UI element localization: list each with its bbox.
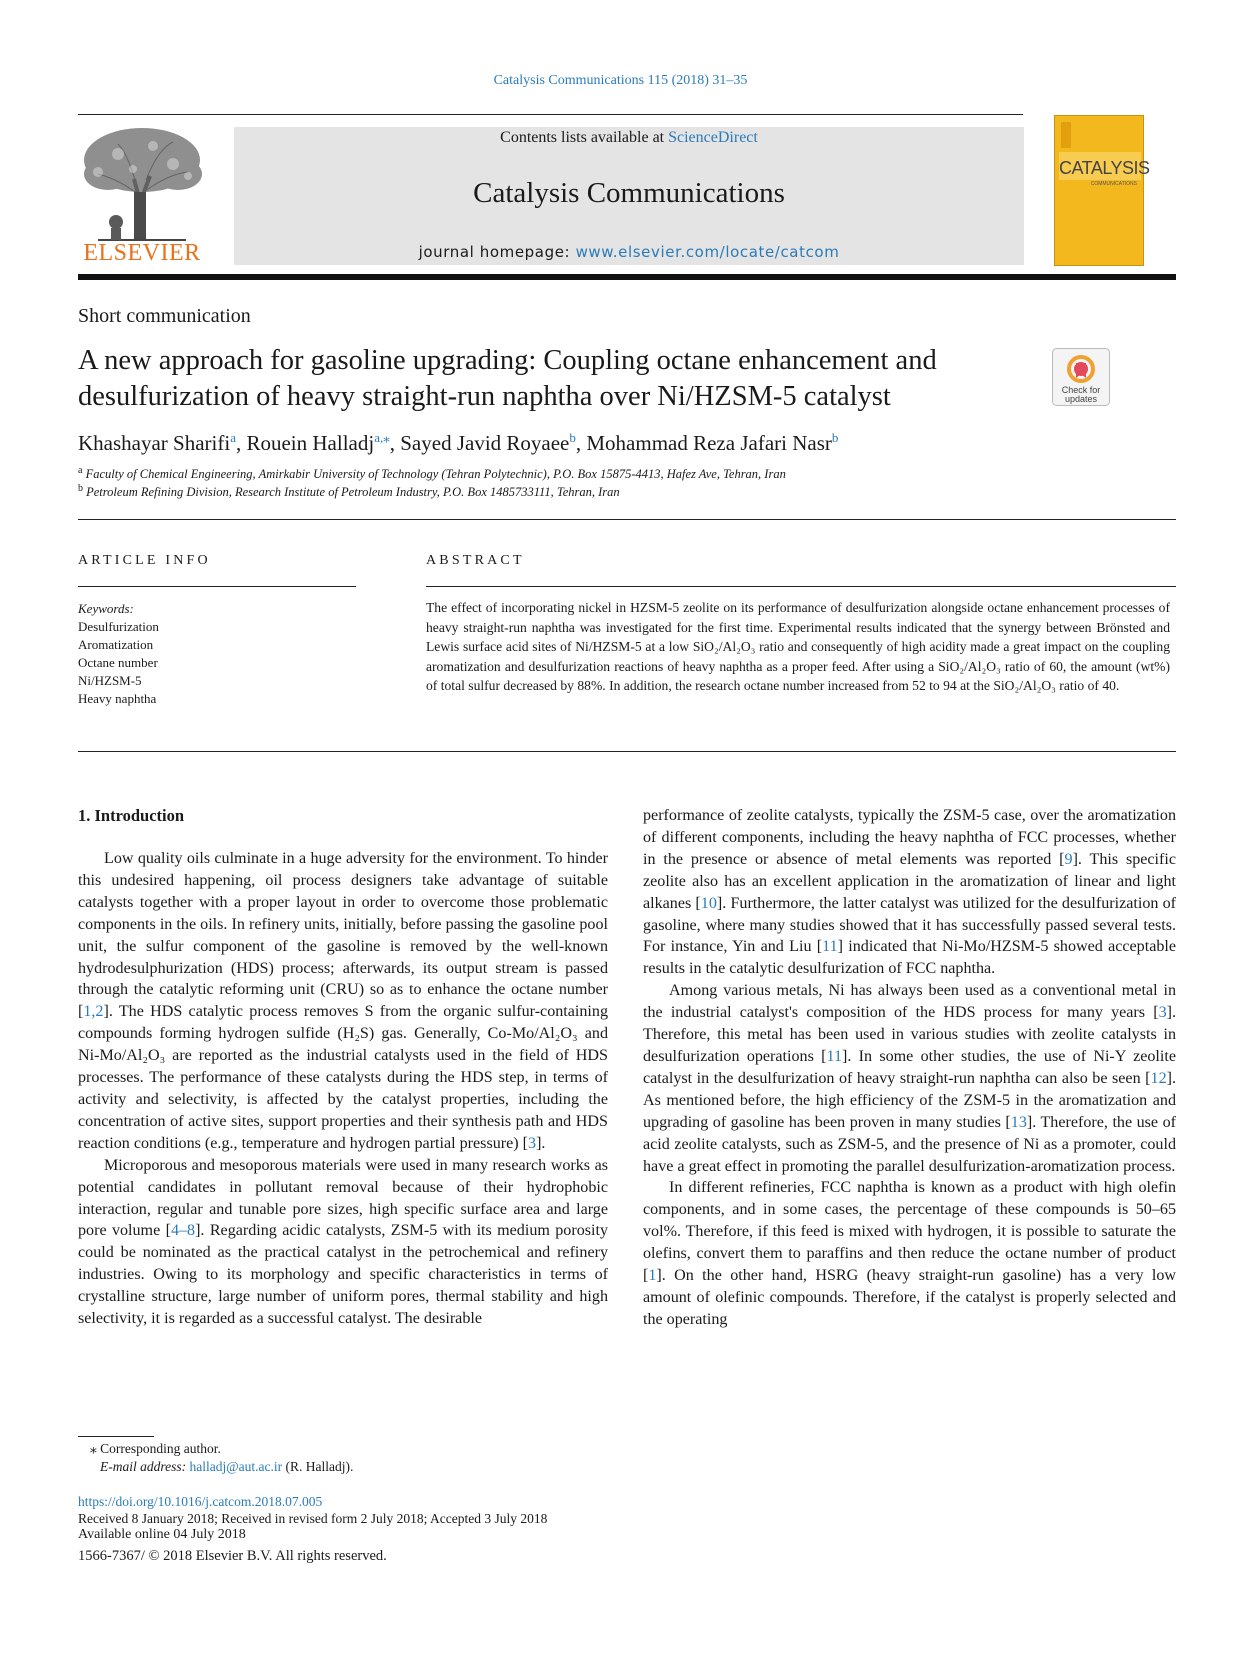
affiliation-rule [78,519,1176,520]
reference-link[interactable]: 9 [1064,850,1073,868]
article-info-heading: ARTICLE INFO [78,553,211,568]
keywords-label: Keywords: [78,601,134,616]
keyword-item: Desulfurization [78,619,159,634]
paragraph: Among various metals, Ni has always been used as a conventional metal in the industrial catalyst's composition of the HDS process for many years [3]. Therefore, this metal has been used in various studies with zeolite catalysts in desulfurization operations [11]. In some other studies, the use of Ni-Y zeolite catalyst in the desulfurization of heavy straight-run naphtha can also be seen [12]. As mentioned before, the high efficiency of the ZSM-5 in the aromatization and upgrading of gasoline has been proven in many studies [13]. Therefore, the use of acid zeolite catalysts, such as ZSM-5, and the presence of Ni as a promoter, could have a great effect in promoting the parallel desulfurization-aromatization process. [643,982,1176,1175]
email-note: E-mail address: halladj@aut.ac.ir (R. Halladj). [100,1459,354,1474]
abstract-text: The effect of incorporating nickel in HZSM-5 zeolite on its performance of desulfurization alongside octane enhancement processes of heavy straight-run naphtha was investigated for the first time. Experimental results indicated that the synergy between Brönsted and Lewis surface acid sites of Ni/HZSM-5 at a low SiO₂/Al₂O₃ ratio and consequently of high acidity made a great impact on the coupling aromatization and desulfurization reactions of heavy naphtha as a proper feed. After using a SiO₂/Al₂O₃ ratio of 60, the amount (wt%) of total sulfur decreased by 88%. In addition, the research octane number increased from 52 to 94 at the SiO₂/Al₂O₃ ratio of 40. [426,600,1170,693]
cover-stripe [1061,122,1071,148]
reference-link[interactable]: 11 [826,1047,842,1065]
received-dates: Received 8 January 2018; Received in revised form 2 July 2018; Accepted 3 July 2018 [78,1511,548,1526]
abstract-rule [426,586,1176,587]
body-right-column [643,805,1176,1331]
check-for-updates-badge[interactable] [1052,348,1110,406]
reference-link[interactable]: 11 [822,938,838,956]
article-type: Short communication [78,305,251,327]
elsevier-logo [78,124,206,269]
contents-line: Contents lists available at ScienceDirect [500,129,758,146]
paragraph: Microporous and mesoporous materials were used in many research works as potential candidates in pollutant removal because of their hydrophobic interaction, regular and tunable pore sizes, high specific surface area and large pore volume [4–8]. Regarding acidic catalysts, ZSM-5 with its medium porosity could be nominated as the practical catalyst in the petrochemical and refinery industries. Owing to its morphology and specific characteristics in terms of crystalline structure, large number of uniform pores, thermal stability and high selectivity, it is regarded as a successful catalyst. The desirable [78,1156,608,1328]
journal-homepage: journal homepage: www.elsevier.com/locate/catcom [418,243,840,261]
header-rule [78,114,1023,115]
author-affil-mark[interactable]: b [569,430,576,445]
reference-link[interactable]: 1 [648,1267,657,1285]
author-name: Mohammad Reza Jafari Nasr [586,431,832,455]
journal-title: Catalysis Communications [473,177,785,209]
section-heading-introduction: 1. Introduction [78,806,185,825]
doi-link[interactable]: https://doi.org/10.1016/j.catcom.2018.07.005 [78,1494,323,1509]
keyword-item: Ni/HZSM-5 [78,673,142,688]
keyword-item: Heavy naphtha [78,691,157,706]
reference-link[interactable]: 10 [700,894,717,912]
author-affil-mark[interactable]: b [831,430,839,445]
paragraph: performance of zeolite catalysts, typically the ZSM-5 case, over the aromatization of different components, including the heavy naphtha of FCC processes, whether in the presence or absence of metal elements was reported [9]. This specific zeolite also has an excellent application in the aromatization of linear and light alkanes [10]. Furthermore, the latter catalyst was utilized for the desulfurization of gasoline, where many studies showed that it has successfully passed several tests. For instance, Yin and Liu [11] indicated that Ni-Mo/HZSM-5 showed acceptable results in the catalytic desulfurization of FCC naphtha. [643,807,1177,978]
cover-title: CATALYSIS [1059,158,1150,178]
journal-banner [234,127,1024,265]
reference-link[interactable]: 13 [1010,1113,1027,1131]
reference-link[interactable]: 3 [1158,1004,1167,1022]
affiliation-a: $^a$ Faculty of Chemical Engineering, Amirkabir University of Technology (Tehran Polytechnic), P.O. Box 15875-4413, Hafez Ave, Tehran, Iran [78,465,786,482]
header-thick-rule [78,274,1176,280]
paragraph: Low quality oils culminate in a huge adversity for the environment. To hinder this undesired happening, oil process designers take advantage of suitable catalysts together with a proper layout in order to overcome those problematic components in the oils. In refinery units, initially, before passing the gasoline pool unit, the sulfur component of the gasoline is removed by the well-known hydrodesulphurization (HDS) process; afterwards, its output stream is passed through the catalytic reforming unit (CRU) so as to enhance the octane number [1,2]. The HDS catalytic process removes S from the organic sulfur-containing compounds forming hydrogen sulfide (H₂S) gas. Generally, Co-Mo/Al₂O₃ and Ni-Mo/Al₂O₃ are reported as the industrial catalysts used in the field of HDS processes. The performance of these catalysts during the HDS step, in terms of activity and selectivity, is affected by the catalyst properties, including the concentration of active sites, support properties and their synthesis path and HDS reaction conditions (e.g., temperature and hydrogen partial pressure) [3]. [78,850,608,1152]
reference-link[interactable]: 1,2 [83,1003,104,1021]
author-affil-mark[interactable]: a,⁎ [374,430,390,445]
reference-link[interactable]: 4–8 [170,1222,196,1240]
body-left-column [78,848,608,1330]
copyright: 1566-7367/ © 2018 Elsevier B.V. All rights reserved. [78,1548,387,1564]
author-name: Rouein Halladj [246,431,375,455]
author-name: Khashayar Sharifi [78,431,231,455]
elsevier-tree-icon [78,124,206,242]
keyword-item: Aromatization [78,637,154,652]
badge-label: Check for updates [1061,385,1101,404]
keywords-block [78,600,159,708]
cover-subtitle: COMMUNICATIONS [1090,181,1137,187]
author-name: Sayed Javid Royaee [400,431,570,455]
reference-link[interactable]: 12 [1150,1069,1167,1087]
homepage-link[interactable]: www.elsevier.com/locate/catcom [575,243,840,261]
journal-citation[interactable]: Catalysis Communications 115 (2018) 31–35 [493,73,748,88]
available-online: Available online 04 July 2018 [78,1527,246,1542]
journal-cover-thumbnail[interactable] [1054,115,1150,266]
sciencedirect-link[interactable]: ScienceDirect [668,129,758,146]
abstract-heading: ABSTRACT [426,553,525,568]
keyword-item: Octane number [78,655,158,670]
reference-link[interactable]: 3 [528,1134,537,1152]
author-list: Khashayar Sharifi$^a$, Rouein Halladj$^{a,⁎}$, Sayed Javid Royaee$^b$, Mohammad Reza Jafari Nasr$^b$ [78,430,839,455]
elsevier-wordmark: ELSEVIER [83,240,201,266]
author-affil-mark[interactable]: a [230,430,236,445]
corresponding-author-note: ⁎ Corresponding author. [90,1441,221,1456]
article-title: A new approach for gasoline upgrading: Coupling octane enhancement and desulfurization of heavy straight-run naphtha over Ni/HZSM-5 catalyst [78,345,937,412]
footnote-rule [78,1436,154,1437]
email-link[interactable]: halladj@aut.ac.ir [189,1459,283,1474]
article-info-rule [78,586,356,587]
affiliation-b: $^b$ Petroleum Refining Division, Research Institute of Petroleum Industry, P.O. Box 1485733111, Tehran, Iran [78,483,620,500]
abstract-bottom-rule [78,751,1176,752]
paragraph: In different refineries, FCC naphtha is known as a product with high olefin components, and in some cases, the percentage of these compounds is 50–65 vol%. Therefore, if this feed is mixed with hydrogen, it is possible to saturate the olefins, convert them to paraffins and then reduce the octane number of product [1]. On the other hand, HSRG (heavy straight-run gasoline) has a very low amount of olefinic compounds. Therefore, if the catalyst is properly selected and the operating [643,1179,1176,1328]
